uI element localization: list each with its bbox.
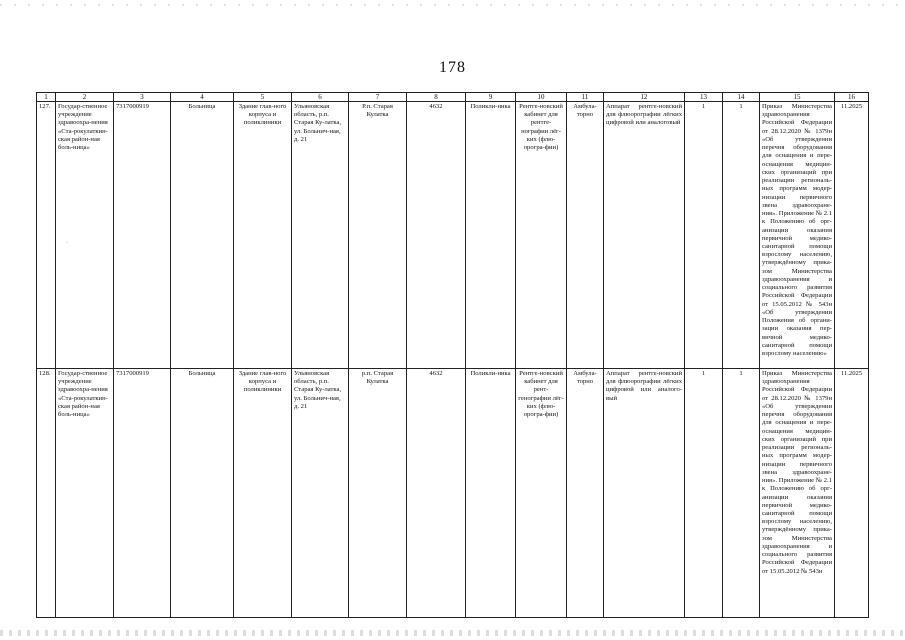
- table-row: [37, 369, 869, 618]
- room: Рентге-новский кабинет для рент-генографии лёг-ких (флю-орогра-фии): [516, 369, 567, 618]
- deadline-date: 11.2025: [835, 369, 869, 618]
- column-number: 15: [760, 93, 835, 102]
- column-number-row: [37, 93, 869, 102]
- inn: 7317000919: [114, 102, 171, 369]
- column-number: 1: [37, 93, 56, 102]
- register-table: [36, 92, 869, 618]
- deadline-date: 11.2025: [835, 102, 869, 369]
- population: 4632: [407, 369, 466, 618]
- organization-name: Государ-ственное учреждение здравоохра-нения «Ста-рокулаткин-ская район-ная боль-ница»: [56, 102, 114, 369]
- column-number: 11: [567, 93, 604, 102]
- scan-artifact-top: [0, 4, 905, 6]
- address: Ульяновская область, р.п. Старая Ку-латка, ул. Больнич-ная, д. 21: [292, 102, 349, 369]
- table-row: [37, 102, 869, 369]
- quantity-13: 1: [685, 369, 723, 618]
- population: 4632: [407, 102, 466, 369]
- legal-basis: Приказ Министерства здравоохранения Российской Федерации от 28.12.2020 № 1379н «Об утверждении перечня оборудования для оснащения и пере-оснащения медицин-ских организаций при реализации региональ-ных программ модер-низации первичного звена здравоохране-ния». Приложение № 2.1 к Положению об орг-анизации оказания первичной медико-санитарной помощи взрослому населению, утверждённому прика-зом Министерства здравоохранения и социального развития Российской Федерации от 15.05.2012 № 543н: [760, 369, 835, 618]
- column-number: 3: [114, 93, 171, 102]
- column-number: 14: [723, 93, 760, 102]
- quantity-13: 1: [685, 102, 723, 369]
- scan-artifact-bottom: [0, 630, 905, 636]
- column-number: 13: [685, 93, 723, 102]
- row-number: 127.: [37, 102, 56, 369]
- address: Ульяновская область, р.п. Старая Ку-латка, ул. Больнич-ная, д. 21: [292, 369, 349, 618]
- quantity-14: 1: [723, 369, 760, 618]
- room: Рентге-новский кабинет для рентге-нографии лёг-ких (флю-орогра-фии): [516, 102, 567, 369]
- settlement: Р.п. Старая Кулатка: [349, 102, 407, 369]
- legal-basis: Приказ Министерства здравоохранения Российской Федерации от 28.12.2020 № 1379н «Об утверждении перечня оборудования для оснащения и пере-оснащения медицин-ских организаций при реализации региональ-ных программ модер-низации первичного звена здравоохране-ния». Приложение № 2.1 к Положению об орг-анизации оказания первичной медико-санитарной помощи взрослому населению, утверждённому прика-зом Министерства здравоохранения и социального развития Российской Федерации от 15.05.2012 № 543н «Об утверждении Положения об органи-зации оказания пер-вичной медико-санитарной помощи взрослому населению»: [760, 102, 835, 369]
- equipment: Аппарат рентге-новский для флюорографии лёгких цифровой или аналоговый: [604, 102, 685, 369]
- column-number: 5: [234, 93, 292, 102]
- column-number: 9: [466, 93, 516, 102]
- care-form: Амбула-торно: [567, 369, 604, 618]
- column-number: 6: [292, 93, 349, 102]
- facility-type: Больница: [171, 369, 234, 618]
- building: Здание глав-ного корпуса и поликлиники: [234, 369, 292, 618]
- quantity-14: 1: [723, 102, 760, 369]
- column-number: 12: [604, 93, 685, 102]
- row-number: 128.: [37, 369, 56, 618]
- column-number: 8: [407, 93, 466, 102]
- column-number: 4: [171, 93, 234, 102]
- organization-name: Государ-ственное учреждение здравоохра-нения «Ста-рокулаткин-ская район-ная боль-ница»: [56, 369, 114, 618]
- building: Здание глав-ного корпуса и поликлиники: [234, 102, 292, 369]
- care-form: Амбула-торно: [567, 102, 604, 369]
- column-number: 10: [516, 93, 567, 102]
- unit: Поликли-ника: [466, 102, 516, 369]
- facility-type: Больница: [171, 102, 234, 369]
- column-number: 16: [835, 93, 869, 102]
- unit: Поликли-ника: [466, 369, 516, 618]
- inn: 7317000919: [114, 369, 171, 618]
- settlement: р.п. Старая Кулатка: [349, 369, 407, 618]
- column-number: 7: [349, 93, 407, 102]
- scan-speck: ·: [66, 240, 68, 246]
- equipment: Аппарат рентге-новский для флюорографии лёгких цифровой или аналого-вый: [604, 369, 685, 618]
- column-number: 2: [56, 93, 114, 102]
- page-number: 178: [439, 59, 466, 76]
